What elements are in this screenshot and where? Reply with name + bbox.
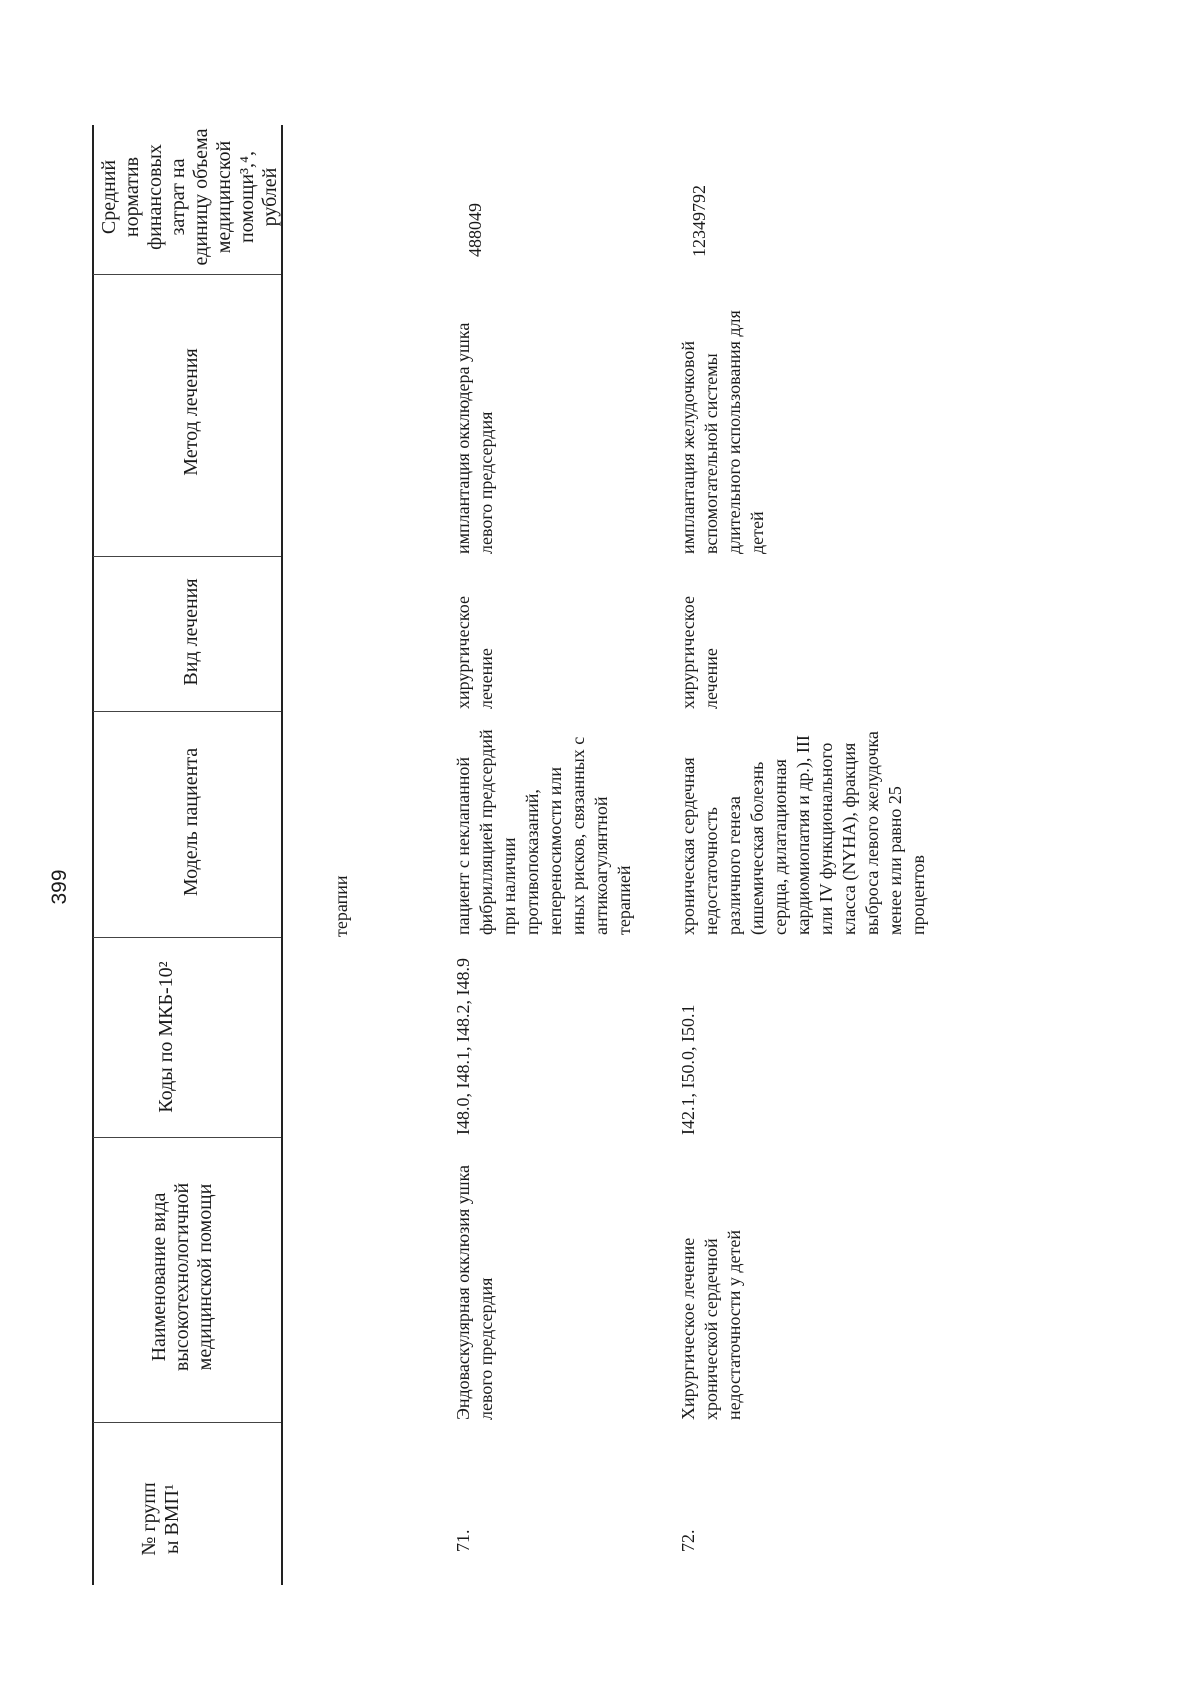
row-72-icd-codes: I42.1, I50.0, I50.1 [678, 1004, 698, 1135]
table-header-bottom-rule [281, 125, 283, 1585]
header-treatment-kind: Вид лечения [180, 578, 202, 686]
header-vmp-name: Наименование вида высокотехнологичной медицинской помощи [148, 1182, 216, 1372]
row-71-treatment-method: имплантация окклюдера ушка левого предсердия [453, 322, 496, 554]
row-71-icd-codes: I48.0, I48.1, I48.2, I48.9 [453, 958, 473, 1135]
row-71-patient-model: пациент с неклапанной фибрилляцией предсердий при наличии противопоказаний, непереносимости или иных рисков, связанных с антикоагулянтной терапией [453, 729, 634, 935]
header-divider-2 [93, 1137, 281, 1138]
row-72-average-cost: 12349792 [689, 185, 709, 257]
header-average-cost: Средний норматив финансовых затрат на единицу объема медицинской помощи³,⁴, рублей [98, 128, 281, 266]
header-divider-3 [93, 937, 281, 938]
page-number: 399 [48, 869, 71, 905]
row-72-vmp-name: Хирургическое лечение хронической сердечной недостаточности у детей [678, 1229, 744, 1420]
header-group-number: № групп ы ВМП¹ [138, 1482, 183, 1556]
row-71-average-cost: 488049 [465, 203, 485, 257]
row-71-treatment-kind: хирургическое лечение [453, 596, 496, 709]
header-divider-1 [93, 1422, 281, 1423]
row-72-treatment-kind: хирургическое лечение [678, 596, 721, 709]
header-divider-4 [93, 711, 281, 712]
header-divider-6 [93, 274, 281, 275]
row-71-vmp-name: Эндоваскулярная окклюзия ушка левого предсердия [453, 1164, 496, 1420]
continuation-text: терапии [331, 875, 351, 937]
header-icd-codes: Коды по МКБ-10² [155, 961, 177, 1113]
table-top-rule [92, 125, 94, 1585]
row-72-number: 72. [678, 1529, 698, 1552]
row-72-patient-model: хроническая сердечная недостаточность различного генеза (ишемическая болезнь сердца, дилатационная кардиомиопатия и др.), III или IV функционального класса (NYHA), фракция выброса левого желудочка менее или равно 25 процентов [678, 731, 928, 935]
header-treatment-method: Метод лечения [180, 348, 202, 476]
row-71-number: 71. [453, 1529, 473, 1552]
header-patient-model: Модель пациента [180, 747, 202, 897]
header-divider-5 [93, 556, 281, 557]
row-72-treatment-method: имплантация желудочковой вспомогательной системы длительного использования для детей [678, 310, 767, 554]
